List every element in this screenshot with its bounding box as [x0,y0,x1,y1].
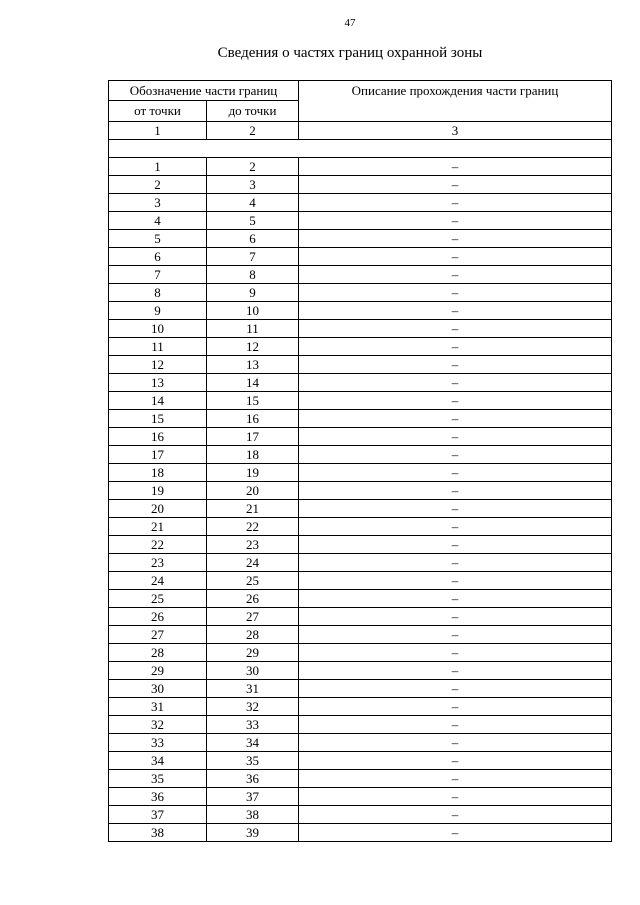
cell-from: 8 [109,284,207,302]
table-row [109,212,612,230]
table-row [109,662,612,680]
cell-desc: – [299,338,612,356]
cell-from: 18 [109,464,207,482]
cell-desc: – [299,572,612,590]
column-number-cell: 3 [299,122,612,140]
cell-to: 10 [207,302,299,320]
cell-to: 12 [207,338,299,356]
table-row [109,374,612,392]
cell-from: 15 [109,410,207,428]
cell-to: 7 [207,248,299,266]
cell-from: 13 [109,374,207,392]
cell-to: 26 [207,590,299,608]
cell-desc: – [299,320,612,338]
cell-to: 15 [207,392,299,410]
cell-to: 13 [207,356,299,374]
table-row [109,716,612,734]
cell-to: 34 [207,734,299,752]
header-desc-cell: Описание прохождения части границ [299,81,612,122]
cell-desc: – [299,716,612,734]
cell-desc: – [299,770,612,788]
cell-desc: – [299,248,612,266]
cell-from: 1 [109,158,207,176]
cell-to: 3 [207,176,299,194]
cell-to: 11 [207,320,299,338]
cell-from: 17 [109,446,207,464]
table-row [109,554,612,572]
cell-from: 30 [109,680,207,698]
cell-desc: – [299,176,612,194]
cell-from: 21 [109,518,207,536]
cell-desc: – [299,734,612,752]
cell-desc: – [299,266,612,284]
cell-to: 19 [207,464,299,482]
cell-desc: – [299,626,612,644]
cell-desc: – [299,194,612,212]
table-row [109,392,612,410]
table-row [109,320,612,338]
cell-desc: – [299,536,612,554]
cell-desc: – [299,482,612,500]
cell-from: 23 [109,554,207,572]
cell-desc: – [299,590,612,608]
cell-from: 25 [109,590,207,608]
table-row [109,698,612,716]
header-from-cell: от точки [109,101,207,122]
cell-to: 38 [207,806,299,824]
cell-to: 17 [207,428,299,446]
cell-desc: – [299,446,612,464]
cell-desc: – [299,518,612,536]
table-row [109,788,612,806]
cell-from: 28 [109,644,207,662]
cell-from: 9 [109,302,207,320]
cell-from: 12 [109,356,207,374]
table-row [109,266,612,284]
cell-to: 33 [207,716,299,734]
table-row [109,302,612,320]
cell-to: 20 [207,482,299,500]
cell-desc: – [299,356,612,374]
cell-from: 32 [109,716,207,734]
cell-from: 37 [109,806,207,824]
cell-to: 16 [207,410,299,428]
cell-to: 31 [207,680,299,698]
cell-to: 6 [207,230,299,248]
table-row [109,446,612,464]
cell-desc: – [299,392,612,410]
cell-from: 31 [109,698,207,716]
table-row [109,680,612,698]
cell-from: 2 [109,176,207,194]
table-row [109,482,612,500]
cell-to: 2 [207,158,299,176]
cell-desc: – [299,644,612,662]
table-row [109,770,612,788]
cell-desc: – [299,824,612,842]
cell-from: 14 [109,392,207,410]
cell-desc: – [299,230,612,248]
table-row [109,734,612,752]
table-row [109,824,612,842]
table-row [109,608,612,626]
page-number: 47 [344,17,356,29]
cell-desc: – [299,302,612,320]
cell-desc: – [299,212,612,230]
cell-from: 24 [109,572,207,590]
table-row [109,158,612,176]
cell-from: 29 [109,662,207,680]
table-row [109,518,612,536]
cell-to: 30 [207,662,299,680]
cell-to: 4 [207,194,299,212]
cell-desc: – [299,464,612,482]
table-row [109,410,612,428]
header-to-cell: до точки [207,101,299,122]
table-row [109,284,612,302]
cell-to: 18 [207,446,299,464]
cell-desc: – [299,554,612,572]
cell-from: 22 [109,536,207,554]
header-group-cell: Обозначение части границ [109,81,299,101]
table-row [109,752,612,770]
cell-to: 14 [207,374,299,392]
table-row [109,536,612,554]
cell-to: 23 [207,536,299,554]
table-row [109,464,612,482]
table-row [109,500,612,518]
table-row [109,248,612,266]
cell-from: 26 [109,608,207,626]
cell-to: 39 [207,824,299,842]
cell-desc: – [299,698,612,716]
table-body [109,158,612,842]
cell-from: 16 [109,428,207,446]
cell-to: 28 [207,626,299,644]
cell-desc: – [299,788,612,806]
spacer-row [109,140,612,158]
table-row [109,644,612,662]
cell-from: 11 [109,338,207,356]
cell-to: 37 [207,788,299,806]
cell-from: 38 [109,824,207,842]
cell-desc: – [299,806,612,824]
cell-from: 4 [109,212,207,230]
boundary-table [108,80,612,842]
cell-desc: – [299,500,612,518]
cell-desc: – [299,374,612,392]
cell-to: 32 [207,698,299,716]
table-row [109,176,612,194]
cell-to: 8 [207,266,299,284]
cell-from: 19 [109,482,207,500]
cell-to: 35 [207,752,299,770]
cell-desc: – [299,284,612,302]
cell-from: 7 [109,266,207,284]
cell-to: 25 [207,572,299,590]
table-row [109,338,612,356]
page-title: Сведения о частях границ охранной зоны [217,45,483,61]
cell-desc: – [299,662,612,680]
cell-from: 35 [109,770,207,788]
table-row [109,626,612,644]
cell-from: 27 [109,626,207,644]
table-row [109,572,612,590]
cell-desc: – [299,680,612,698]
cell-to: 21 [207,500,299,518]
cell-to: 22 [207,518,299,536]
column-number-cell: 1 [109,122,207,140]
cell-desc: – [299,410,612,428]
column-number-cell: 2 [207,122,299,140]
cell-to: 24 [207,554,299,572]
table-row [109,356,612,374]
cell-to: 29 [207,644,299,662]
table-row [109,806,612,824]
cell-desc: – [299,428,612,446]
cell-desc: – [299,752,612,770]
cell-from: 34 [109,752,207,770]
cell-desc: – [299,158,612,176]
cell-to: 5 [207,212,299,230]
cell-to: 27 [207,608,299,626]
cell-from: 10 [109,320,207,338]
cell-to: 36 [207,770,299,788]
cell-from: 20 [109,500,207,518]
cell-desc: – [299,608,612,626]
cell-from: 6 [109,248,207,266]
cell-from: 33 [109,734,207,752]
cell-from: 3 [109,194,207,212]
table-row [109,230,612,248]
table-row [109,590,612,608]
cell-from: 5 [109,230,207,248]
table-row [109,194,612,212]
cell-to: 9 [207,284,299,302]
table-row [109,428,612,446]
cell-from: 36 [109,788,207,806]
